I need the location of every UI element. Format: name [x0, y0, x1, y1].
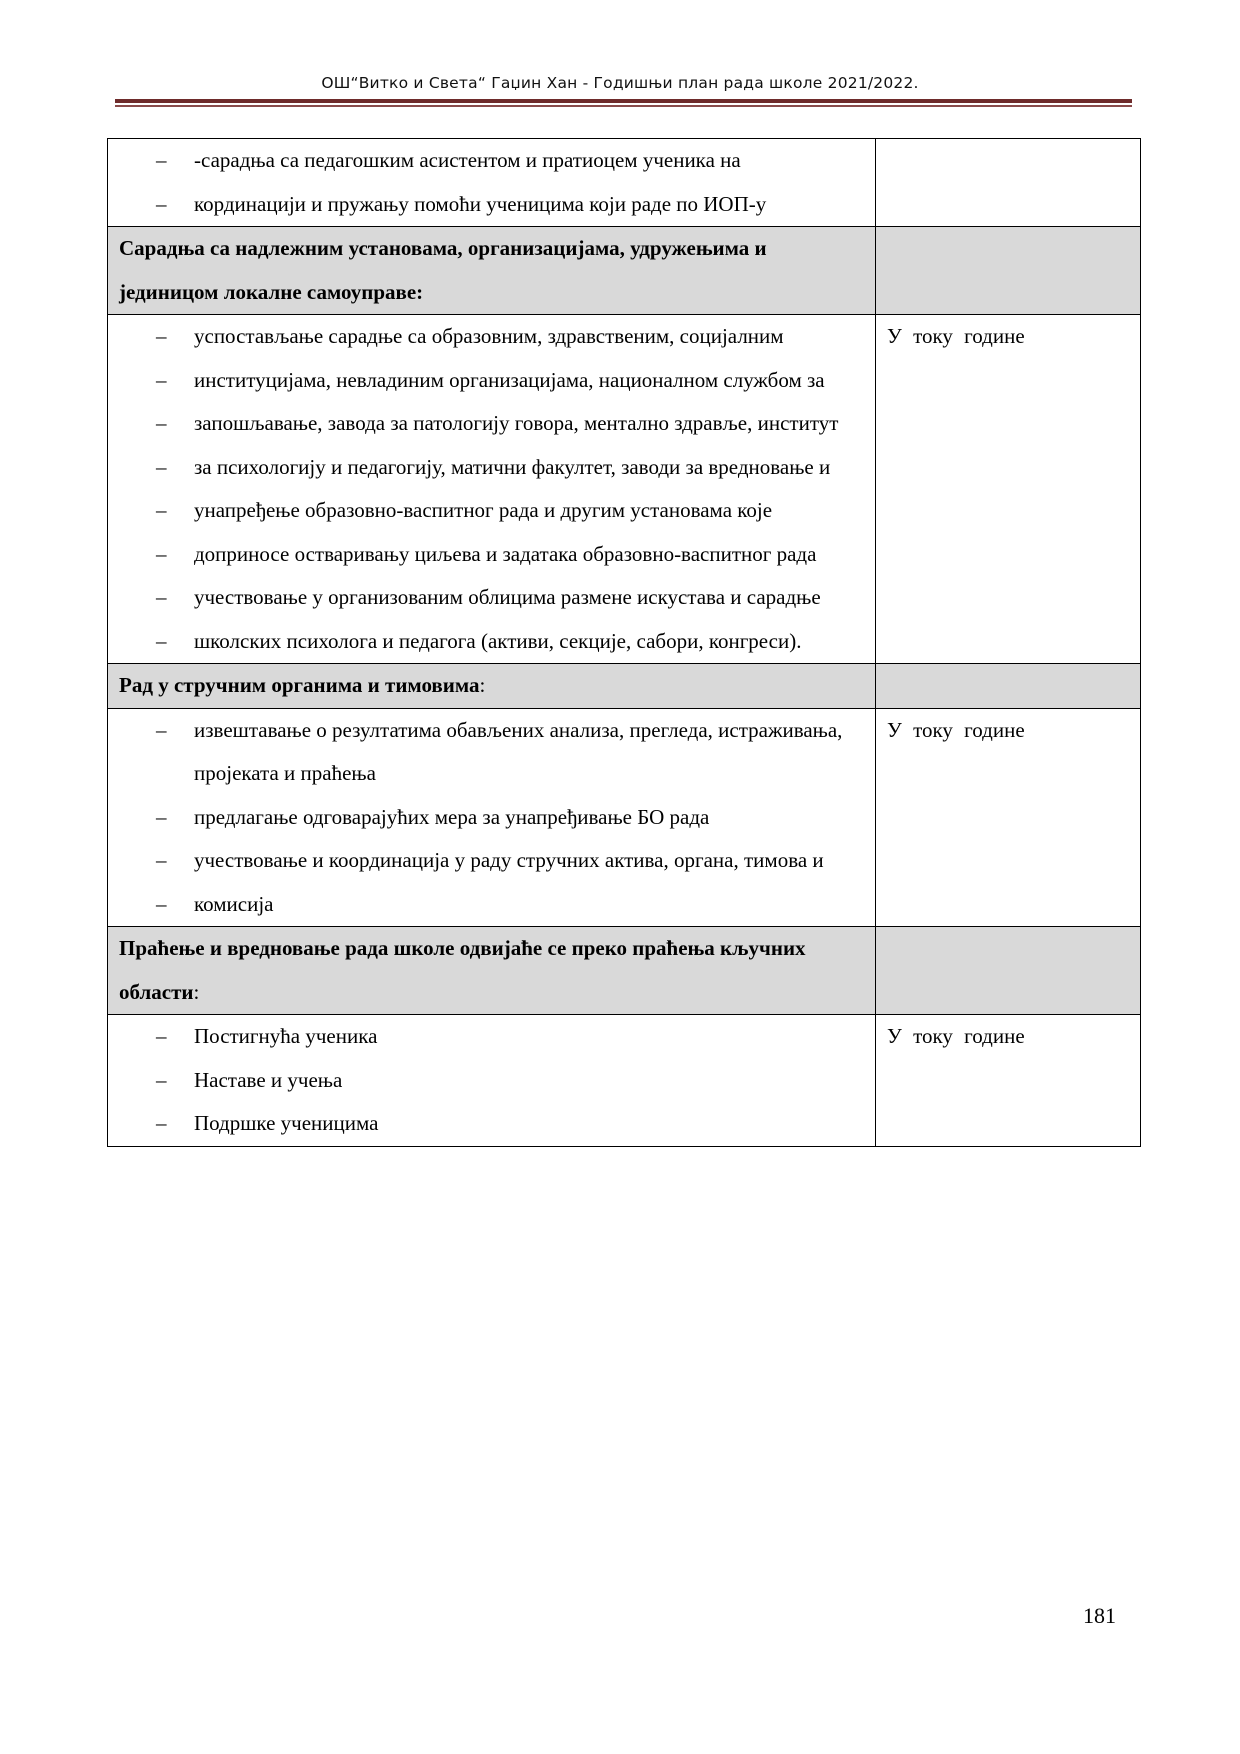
header-rule — [115, 99, 1132, 108]
table-row — [108, 315, 1141, 664]
activity-text: за психологију и педагогију, матични факултет, заводи за вредновање и — [194, 454, 831, 479]
activity-list — [108, 139, 875, 226]
dash-bullet: – — [156, 717, 167, 742]
dash-bullet: – — [156, 891, 167, 916]
list-item — [108, 533, 875, 577]
header-rule-thin — [115, 105, 1132, 107]
time-cell — [876, 708, 1141, 927]
dash-bullet: – — [156, 541, 167, 566]
activities-cell — [108, 708, 876, 927]
dash-bullet: – — [156, 454, 167, 479]
dash-bullet: – — [156, 498, 167, 522]
time-text: У току године — [887, 717, 1025, 742]
activity-text: унапређење образовно-васпитног рада и другим установама које — [194, 498, 773, 522]
dash-bullet: – — [156, 148, 167, 172]
activity-list — [108, 709, 875, 927]
section-title — [108, 664, 875, 708]
time-cell — [876, 1015, 1141, 1147]
time-cell — [876, 315, 1141, 664]
activity-text: учествовање и координација у раду стручних актива, органа, тимова и — [194, 848, 824, 872]
list-item — [108, 620, 875, 664]
header-rule-thick — [115, 99, 1132, 103]
table-row — [108, 1015, 1141, 1147]
dash-bullet: – — [156, 848, 167, 872]
page-header: ОШ“Витко и Света“ Гаџин Хан - Годишњи план рада школе 2021/2022. — [321, 74, 919, 92]
activity-text: Наставе и учења — [194, 1067, 343, 1092]
dash-bullet: – — [156, 324, 167, 348]
section-title-text: Праћење и вредновање рада школе одвијаће се преко праћења кључних области — [119, 936, 806, 1004]
activities-cell — [108, 1015, 876, 1147]
list-item — [108, 402, 875, 446]
section-empty-cell — [876, 664, 1141, 709]
activity-list — [108, 315, 875, 663]
activities-cell — [108, 139, 876, 227]
time-text: У току године — [887, 324, 1025, 348]
activity-text: школских психолога и педагога (активи, секције, сабори, конгреси). — [194, 628, 802, 653]
dash-bullet: – — [156, 1111, 167, 1135]
list-item — [108, 183, 875, 227]
list-item — [108, 359, 875, 403]
section-title-text: Сарадња са надлежним установама, организацијама, удружењима и јединицом локалне самоуправе: — [119, 236, 767, 304]
activity-text: успостављање сарадње са образовним, здравственим, социјалним — [194, 324, 784, 348]
activity-text: предлагање одговарајућих мера за унапређивање БО рада — [194, 804, 710, 829]
section-cell — [108, 664, 876, 709]
activity-list — [108, 1015, 875, 1146]
list-item — [108, 1015, 875, 1059]
dash-bullet: – — [156, 1024, 167, 1048]
section-row — [108, 227, 1141, 315]
section-empty-cell — [876, 927, 1141, 1015]
activities-cell — [108, 315, 876, 664]
dash-bullet: – — [156, 1067, 167, 1092]
section-row — [108, 927, 1141, 1015]
section-empty-cell — [876, 227, 1141, 315]
list-item — [108, 709, 875, 796]
section-cell — [108, 927, 876, 1015]
list-item — [108, 883, 875, 927]
list-item — [108, 1102, 875, 1146]
activity-text: извештавање о резултатима обављених анализа, прегледа, истраживања, пројеката и праћења — [194, 717, 843, 785]
dash-bullet: – — [156, 628, 167, 653]
activity-text: Постигнућа ученика — [194, 1024, 378, 1048]
plan-table — [107, 138, 1141, 1147]
table-row — [108, 139, 1141, 227]
activity-text: запошљавање, завода за патологију говора, ментално здравље, институт — [194, 411, 839, 435]
dash-bullet: – — [156, 191, 167, 216]
activity-text: доприносе остваривању циљева и задатака образовно-васпитног рада — [194, 541, 817, 566]
list-item — [108, 446, 875, 490]
list-item — [108, 139, 875, 183]
section-title — [108, 227, 875, 314]
dash-bullet: – — [156, 411, 167, 435]
time-cell — [876, 139, 1141, 227]
section-title — [108, 927, 875, 1014]
page-number: 181 — [1083, 1603, 1116, 1628]
list-item — [108, 315, 875, 359]
list-item — [108, 489, 875, 533]
section-cell — [108, 227, 876, 315]
activity-text: учествовање у организованим облицима размене искустава и сарадње — [194, 585, 821, 609]
dash-bullet: – — [156, 804, 167, 829]
list-item — [108, 576, 875, 620]
activity-text: комисија — [194, 891, 274, 916]
list-item — [108, 796, 875, 840]
activity-text: кординацији и пружању помоћи ученицима који раде по ИОП-у — [194, 191, 767, 216]
section-row — [108, 664, 1141, 709]
activity-text: Подршке ученицима — [194, 1111, 379, 1135]
section-title-text: Рад у стручним органима и тимовима — [119, 673, 480, 697]
table-row — [108, 708, 1141, 927]
dash-bullet: – — [156, 585, 167, 609]
section-colon: : — [193, 979, 200, 1004]
list-item — [108, 839, 875, 883]
list-item — [108, 1059, 875, 1103]
activity-text: -сарадња са педагошким асистентом и пратиоцем ученика на — [194, 148, 741, 172]
time-text: У току године — [887, 1024, 1025, 1048]
dash-bullet: – — [156, 367, 167, 392]
activity-text: институцијама, невладиним организацијама, националном службом за — [194, 367, 825, 392]
section-colon: : — [479, 673, 486, 697]
